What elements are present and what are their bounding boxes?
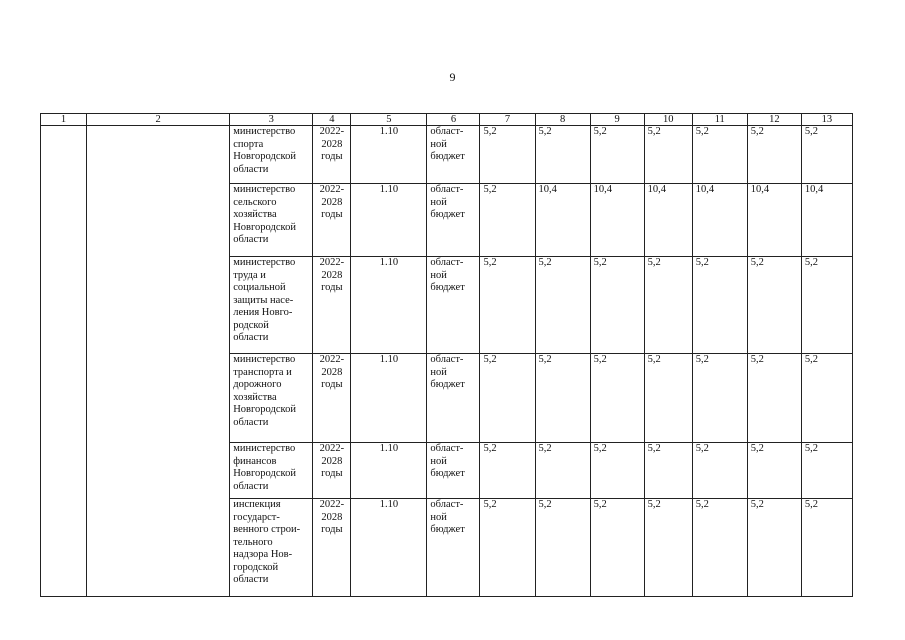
- organization-line: социальной: [233, 282, 286, 293]
- cell-value-col10: 5,2: [644, 354, 692, 443]
- cell-value-col10: 5,2: [644, 499, 692, 597]
- organization-line: государст-: [233, 511, 280, 523]
- column-header-10: 10: [644, 114, 692, 126]
- funding-source-line: бюджет: [430, 468, 465, 479]
- organization-line: городской: [233, 561, 279, 573]
- funding-source-line: област-: [430, 257, 464, 268]
- cell-funding-source: [427, 443, 480, 499]
- organization-line: министерство: [233, 354, 296, 365]
- organization-line: венного строи-: [233, 524, 301, 535]
- column-header-5: 5: [351, 114, 427, 126]
- cell-value-col9: 5,2: [590, 126, 644, 184]
- cell-organization: [230, 184, 313, 257]
- cell-value-col8: 5,2: [535, 354, 590, 443]
- organization-line: надзора Нов-: [233, 549, 293, 560]
- column-header-9: 9: [590, 114, 644, 126]
- cell-value-col13: 5,2: [801, 354, 852, 443]
- cell-years: [313, 443, 351, 499]
- cell-value-col8: 5,2: [535, 443, 590, 499]
- organization-line: труда и: [233, 269, 266, 281]
- years-line: 2022-: [319, 354, 345, 365]
- years-line: 2022-: [319, 443, 345, 454]
- cell-value-col11: 5,2: [692, 443, 747, 499]
- organization-line: Новгородской: [233, 151, 296, 162]
- cell-value-col11: 5,2: [692, 257, 747, 354]
- cell-value-col9: 5,2: [590, 499, 644, 597]
- funding-table: [40, 113, 853, 597]
- cell-col1-empty: [41, 126, 87, 597]
- cell-value-col11: 5,2: [692, 499, 747, 597]
- column-header-11: 11: [692, 114, 747, 126]
- cell-value-col12: 5,2: [747, 499, 801, 597]
- cell-years: [313, 126, 351, 184]
- funding-source-line: област-: [430, 354, 464, 365]
- organization-line: Новгородской: [233, 468, 296, 479]
- column-header-8: 8: [535, 114, 590, 126]
- organization-line: области: [233, 332, 269, 343]
- funding-source-line: бюджет: [430, 209, 465, 220]
- column-header-7: 7: [480, 114, 535, 126]
- cell-value-col10: 10,4: [644, 184, 692, 257]
- cell-organization: [230, 499, 313, 597]
- funding-source-line: област-: [430, 126, 464, 137]
- cell-value-col8: 5,2: [535, 499, 590, 597]
- cell-code: 1.10: [351, 354, 427, 443]
- years-line: 2028: [321, 138, 343, 150]
- cell-value-col11: 5,2: [692, 354, 747, 443]
- cell-code: 1.10: [351, 257, 427, 354]
- years-line: 2028: [321, 196, 343, 208]
- cell-value-col13: 5,2: [801, 126, 852, 184]
- organization-line: области: [233, 480, 269, 492]
- organization-line: защиты насе-: [233, 294, 294, 306]
- years-line: 2028: [321, 269, 343, 281]
- years-line: годы: [321, 379, 343, 390]
- cell-code: 1.10: [351, 499, 427, 597]
- table-row: [41, 126, 853, 184]
- cell-value-col13: 5,2: [801, 257, 852, 354]
- table-body: [41, 126, 853, 597]
- organization-line: области: [233, 416, 269, 428]
- cell-value-col10: 5,2: [644, 443, 692, 499]
- cell-code: 1.10: [351, 126, 427, 184]
- cell-organization: [230, 257, 313, 354]
- organization-line: спорта: [233, 138, 264, 150]
- cell-funding-source: [427, 184, 480, 257]
- years-line: 2028: [321, 511, 343, 523]
- organization-line: ления Новго-: [233, 307, 293, 318]
- years-line: 2028: [321, 366, 343, 378]
- cell-funding-source: [427, 126, 480, 184]
- organization-line: хозяйства: [233, 209, 277, 220]
- column-header-3: 3: [230, 114, 313, 126]
- cell-value-col7: 5,2: [480, 443, 535, 499]
- funding-source-line: област-: [430, 499, 464, 510]
- years-line: годы: [321, 282, 343, 293]
- cell-col2-empty: [87, 126, 230, 597]
- organization-line: родской: [233, 319, 269, 331]
- cell-years: [313, 354, 351, 443]
- cell-value-col12: 5,2: [747, 354, 801, 443]
- funding-source-line: ной: [430, 269, 447, 281]
- cell-value-col13: 5,2: [801, 443, 852, 499]
- cell-value-col11: 10,4: [692, 184, 747, 257]
- cell-value-col12: 5,2: [747, 126, 801, 184]
- cell-value-col8: 5,2: [535, 126, 590, 184]
- funding-source-line: ной: [430, 196, 447, 208]
- years-line: 2022-: [319, 184, 345, 195]
- cell-value-col11: 5,2: [692, 126, 747, 184]
- column-header-2: 2: [87, 114, 230, 126]
- cell-value-col12: 10,4: [747, 184, 801, 257]
- cell-code: 1.10: [351, 184, 427, 257]
- cell-value-col9: 5,2: [590, 257, 644, 354]
- cell-value-col12: 5,2: [747, 443, 801, 499]
- cell-value-col7: 5,2: [480, 257, 535, 354]
- cell-funding-source: [427, 354, 480, 443]
- funding-source-line: област-: [430, 184, 464, 195]
- organization-line: министерство: [233, 184, 296, 195]
- column-header-13: 13: [801, 114, 852, 126]
- column-number-row: [41, 114, 853, 126]
- organization-line: области: [233, 574, 269, 585]
- cell-years: [313, 184, 351, 257]
- cell-years: [313, 257, 351, 354]
- funding-source-line: ной: [430, 138, 447, 150]
- funding-source-line: ной: [430, 366, 447, 378]
- organization-line: области: [233, 163, 269, 175]
- cell-code: 1.10: [351, 443, 427, 499]
- organization-line: Новгородской: [233, 404, 296, 415]
- organization-line: сельского: [233, 196, 277, 208]
- cell-organization: [230, 443, 313, 499]
- cell-value-col13: 10,4: [801, 184, 852, 257]
- cell-value-col7: 5,2: [480, 126, 535, 184]
- cell-value-col9: 10,4: [590, 184, 644, 257]
- cell-value-col13: 5,2: [801, 499, 852, 597]
- column-header-12: 12: [747, 114, 801, 126]
- cell-value-col9: 5,2: [590, 354, 644, 443]
- funding-source-line: бюджет: [430, 379, 465, 390]
- cell-value-col7: 5,2: [480, 184, 535, 257]
- years-line: годы: [321, 209, 343, 220]
- organization-line: министерство: [233, 126, 296, 137]
- column-header-4: 4: [313, 114, 351, 126]
- column-header-6: 6: [427, 114, 480, 126]
- years-line: 2022-: [319, 499, 345, 510]
- organization-line: транспорта и: [233, 366, 292, 378]
- organization-line: области: [233, 234, 269, 245]
- funding-source-line: ной: [430, 455, 447, 467]
- cell-value-col7: 5,2: [480, 354, 535, 443]
- cell-organization: [230, 126, 313, 184]
- organization-line: министерство: [233, 257, 296, 268]
- organization-line: инспекция: [233, 499, 281, 510]
- years-line: 2028: [321, 455, 343, 467]
- cell-value-col9: 5,2: [590, 443, 644, 499]
- funding-source-line: ной: [430, 511, 447, 523]
- organization-line: дорожного: [233, 379, 282, 390]
- years-line: годы: [321, 468, 343, 479]
- years-line: годы: [321, 151, 343, 162]
- cell-funding-source: [427, 499, 480, 597]
- funding-source-line: бюджет: [430, 282, 465, 293]
- organization-line: Новгородской: [233, 221, 296, 233]
- column-header-1: 1: [41, 114, 87, 126]
- cell-value-col8: 10,4: [535, 184, 590, 257]
- years-line: 2022-: [319, 126, 345, 137]
- cell-years: [313, 499, 351, 597]
- cell-funding-source: [427, 257, 480, 354]
- organization-line: хозяйства: [233, 391, 277, 403]
- organization-line: финансов: [233, 455, 277, 467]
- years-line: годы: [321, 524, 343, 535]
- cell-value-col8: 5,2: [535, 257, 590, 354]
- cell-value-col12: 5,2: [747, 257, 801, 354]
- organization-line: тельного: [233, 536, 273, 548]
- funding-source-line: област-: [430, 443, 464, 454]
- funding-source-line: бюджет: [430, 524, 465, 535]
- cell-value-col7: 5,2: [480, 499, 535, 597]
- years-line: 2022-: [319, 257, 345, 268]
- cell-organization: [230, 354, 313, 443]
- cell-value-col10: 5,2: [644, 257, 692, 354]
- page-number: 9: [449, 70, 456, 84]
- organization-line: министерство: [233, 443, 296, 454]
- cell-value-col10: 5,2: [644, 126, 692, 184]
- funding-source-line: бюджет: [430, 151, 465, 162]
